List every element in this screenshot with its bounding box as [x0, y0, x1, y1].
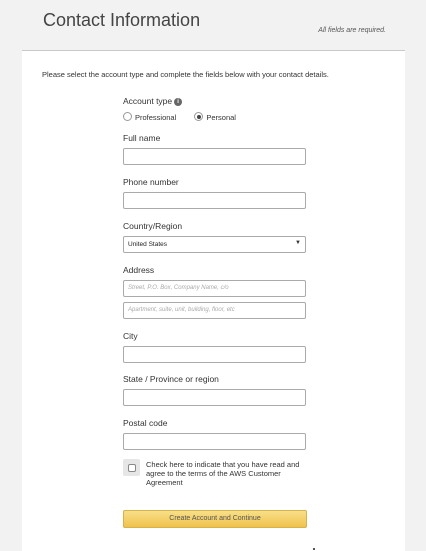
phone-input[interactable] [123, 192, 306, 209]
account-type-radio-group [123, 112, 236, 122]
radio-professional-circle[interactable] [123, 112, 132, 121]
info-icon[interactable]: i [174, 98, 182, 106]
postal-code-input[interactable] [123, 433, 306, 450]
postal-code-label: Postal code [123, 418, 168, 428]
chevron-down-icon: ▼ [295, 240, 301, 246]
required-note: All fields are required. [318, 27, 386, 34]
radio-personal[interactable] [194, 112, 236, 122]
city-input[interactable] [123, 346, 306, 363]
state-input[interactable] [123, 389, 306, 406]
country-select[interactable] [123, 236, 306, 253]
address-line2-placeholder: Apartment, suite, unit, building, floor, etc [128, 307, 235, 313]
radio-professional[interactable] [123, 112, 176, 122]
address-line1-placeholder: Street, P.O. Box, Company Name, c/o [128, 285, 229, 291]
page-header [0, 0, 426, 50]
phone-label: Phone number [123, 177, 179, 187]
city-label: City [123, 331, 138, 341]
contact-form-card [22, 50, 405, 551]
create-account-button[interactable]: Create Account and Continue [123, 510, 307, 528]
agreement-checkbox-box[interactable] [128, 464, 136, 472]
full-name-label: Full name [123, 133, 161, 143]
radio-personal-label: Personal [206, 113, 236, 122]
address-line1-input[interactable] [123, 280, 306, 297]
radio-personal-circle[interactable] [194, 112, 203, 121]
country-select-value: United States [128, 241, 168, 248]
radio-professional-label: Professional [135, 113, 177, 122]
agreement-checkbox[interactable] [123, 459, 140, 476]
address-label: Address [123, 265, 155, 275]
intro-text: Please select the account type and complete the fields below with your contact details. [42, 70, 329, 79]
account-type-label [123, 96, 182, 106]
page-title: Contact Information [43, 10, 201, 30]
address-line2-input[interactable] [123, 302, 306, 319]
agreement-text: Check here to indicate that you have read and agree to the terms of the AWS Customer Agreement [146, 460, 300, 487]
full-name-input[interactable] [123, 148, 306, 165]
account-type-label-text: Account type [123, 96, 173, 106]
state-label: State / Province or region [123, 374, 219, 384]
country-label: Country/Region [123, 221, 183, 231]
